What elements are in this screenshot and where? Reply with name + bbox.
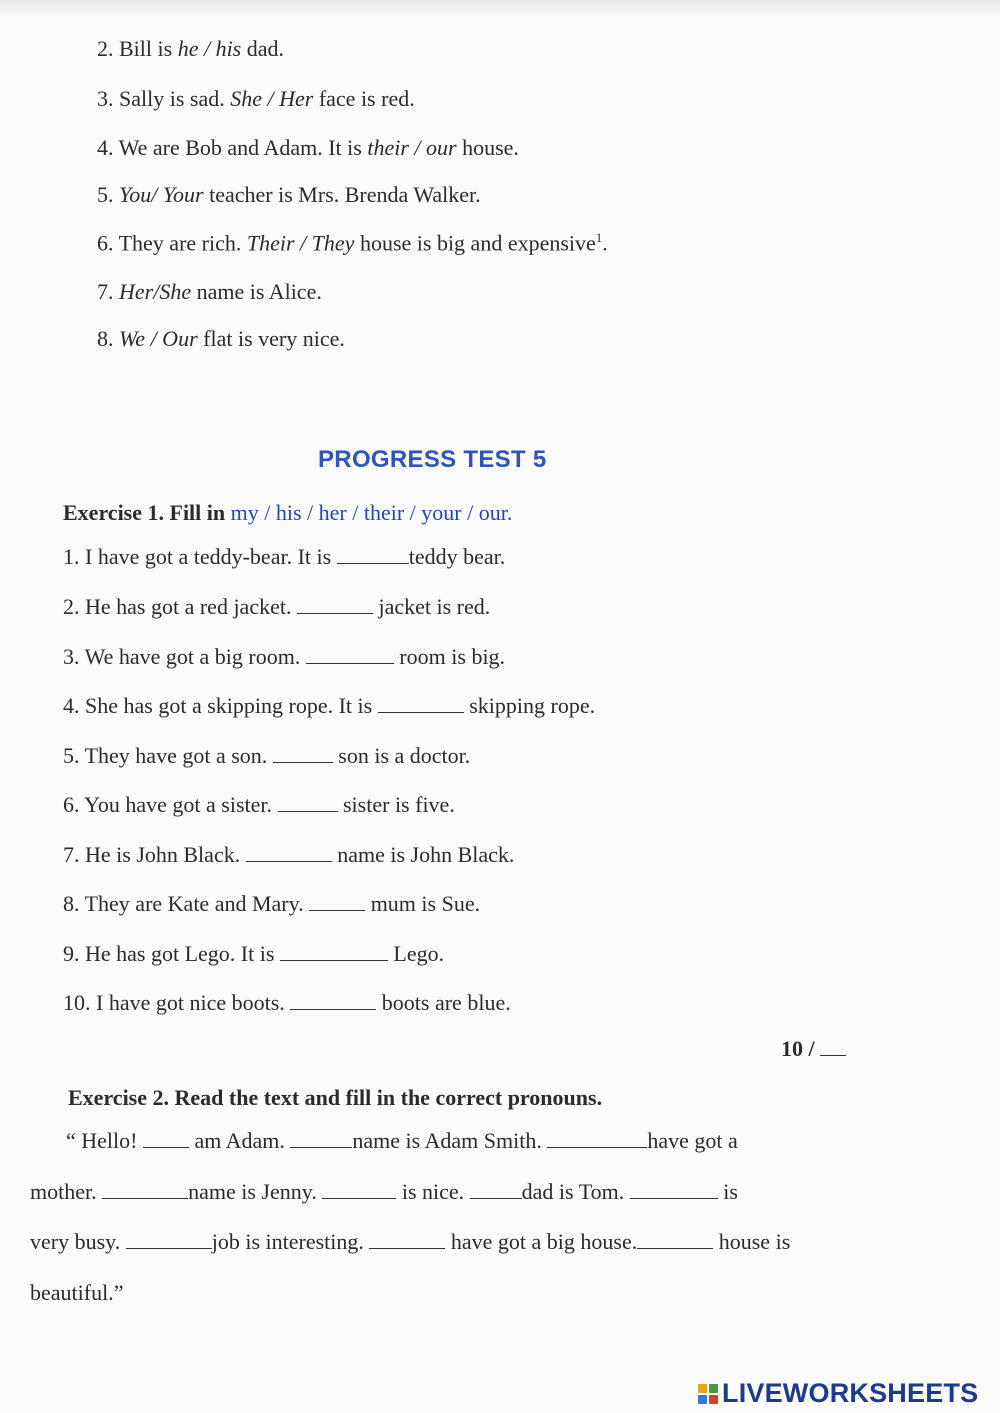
- text-fragment: have got a big house.: [445, 1229, 638, 1254]
- top-item-text: house is big and expensive: [354, 230, 596, 256]
- text-fragment: house is: [713, 1229, 791, 1254]
- text-fragment: is: [717, 1179, 738, 1204]
- answer-blank[interactable]: [470, 1180, 522, 1199]
- answer-blank[interactable]: [290, 1129, 352, 1148]
- exercise1-item: [63, 644, 505, 670]
- top-item-text: 3. Sally is sad.: [97, 86, 231, 111]
- top-item-4: [97, 135, 519, 161]
- pronoun-choice: their / our: [367, 135, 457, 160]
- top-item-text: name is Alice.: [191, 279, 322, 304]
- answer-blank[interactable]: [126, 1230, 212, 1249]
- exercise2-line-2: [30, 1179, 738, 1205]
- exercise1-item: [63, 743, 470, 769]
- exercise1-item: [63, 941, 444, 967]
- item-text: room is big.: [393, 644, 506, 669]
- top-item-text: dad.: [241, 36, 285, 61]
- item-text: boots are blue.: [376, 990, 511, 1015]
- item-text: 10. I have got nice boots.: [63, 990, 291, 1015]
- logo-icon: [698, 1384, 718, 1404]
- page-title: PROGRESS TEST 5: [318, 446, 547, 473]
- exercise1-title: Exercise 1. Fill in: [63, 500, 226, 525]
- pronoun-choice: You/ Your: [119, 182, 204, 207]
- answer-blank[interactable]: [547, 1129, 647, 1148]
- exercise1-item: [63, 594, 490, 620]
- top-item-text: 7.: [97, 279, 119, 304]
- exercise2-line-3: [30, 1229, 790, 1255]
- answer-blank[interactable]: [630, 1180, 718, 1199]
- text-fragment: dad is Tom.: [521, 1179, 630, 1204]
- answer-blank[interactable]: [369, 1230, 445, 1249]
- item-text: Lego.: [387, 941, 445, 966]
- item-text: son is a doctor.: [332, 743, 471, 768]
- pronoun-choice: We / Our: [119, 326, 198, 351]
- top-item-6: [97, 230, 608, 256]
- top-item-text: 4. We are Bob and Adam. It is: [97, 135, 368, 160]
- pronoun-choice: he / his: [177, 36, 242, 61]
- item-text: 7. He is John Black.: [63, 842, 246, 867]
- answer-blank[interactable]: [273, 744, 333, 763]
- item-text: mum is Sue.: [365, 891, 481, 916]
- exercise1-item: [63, 842, 514, 868]
- text-fragment: very busy.: [30, 1229, 126, 1254]
- top-item-text: 8.: [97, 326, 119, 351]
- exercise1-heading: [63, 500, 512, 526]
- text-fragment: “ Hello!: [66, 1128, 143, 1153]
- item-text: 1. I have got a teddy-bear. It is: [63, 544, 337, 569]
- answer-blank[interactable]: [309, 892, 365, 911]
- item-text: skipping rope.: [463, 693, 596, 718]
- answer-blank[interactable]: [143, 1129, 189, 1148]
- answer-blank[interactable]: [297, 595, 373, 614]
- item-text: 4. She has got a skipping rope. It is: [63, 693, 378, 718]
- exercise1-item: [63, 990, 511, 1016]
- pronoun-choice: She / Her: [230, 86, 314, 111]
- text-fragment: job is interesting.: [211, 1229, 370, 1254]
- exercise1-item: [63, 544, 505, 570]
- exercise2-line-1: [66, 1128, 738, 1154]
- top-item-text: .: [602, 230, 608, 256]
- item-text: name is John Black.: [331, 842, 515, 867]
- top-item-text: house.: [456, 135, 519, 160]
- answer-blank[interactable]: [280, 942, 388, 961]
- score-box: [781, 1036, 846, 1062]
- exercise1-item: [63, 891, 480, 917]
- text-fragment: mother.: [30, 1179, 103, 1204]
- logo-text: LIVEWORKSHEETS: [722, 1378, 979, 1408]
- top-item-5: [97, 182, 481, 208]
- pronoun-choice: Their / They: [246, 230, 355, 256]
- footnote-marker: 1: [595, 230, 603, 245]
- top-item-3: [97, 86, 415, 112]
- text-fragment: name is Jenny.: [188, 1179, 323, 1204]
- text-fragment: name is Adam Smith.: [352, 1128, 548, 1153]
- item-text: teddy bear.: [408, 544, 506, 569]
- item-text: 2. He has got a red jacket.: [63, 594, 297, 619]
- score-blank[interactable]: [820, 1039, 846, 1056]
- scan-shadow: [0, 0, 1000, 20]
- exercise2-heading: Exercise 2. Read the text and fill in the correct pronouns.: [68, 1085, 603, 1110]
- top-item-text: 2. Bill is: [97, 36, 178, 61]
- text-fragment: beautiful.”: [30, 1280, 124, 1305]
- top-item-text: face is red.: [313, 86, 415, 111]
- item-text: 6. You have got a sister.: [63, 792, 278, 817]
- pronoun-choice: Her/She: [119, 279, 192, 304]
- item-text: 8. They are Kate and Mary.: [63, 891, 310, 916]
- answer-blank[interactable]: [306, 645, 394, 664]
- answer-blank[interactable]: [637, 1230, 713, 1249]
- exercise1-item: [63, 792, 455, 818]
- exercise1-item: [63, 693, 595, 719]
- exercise1-options: my / his / her / their / your / our.: [230, 500, 513, 525]
- answer-blank[interactable]: [337, 545, 409, 564]
- text-fragment: have got a: [647, 1128, 738, 1153]
- text-fragment: am Adam.: [188, 1128, 291, 1153]
- top-item-8: [97, 326, 345, 352]
- item-text: sister is five.: [337, 792, 455, 817]
- score-label: 10 /: [781, 1036, 815, 1061]
- liveworksheets-logo: [698, 1378, 978, 1409]
- item-text: 5. They have got a son.: [63, 743, 273, 768]
- answer-blank[interactable]: [102, 1180, 188, 1199]
- answer-blank[interactable]: [322, 1180, 396, 1199]
- top-item-7: [97, 279, 322, 305]
- answer-blank[interactable]: [246, 843, 332, 862]
- top-item-text: teacher is Mrs. Brenda Walker.: [203, 182, 481, 207]
- item-text: 3. We have got a big room.: [63, 644, 306, 669]
- top-item-text: flat is very nice.: [197, 326, 345, 351]
- top-item-text: 6. They are rich.: [97, 230, 247, 256]
- top-item-text: 5.: [97, 182, 119, 207]
- exercise2-line-4: [30, 1280, 123, 1306]
- item-text: jacket is red.: [372, 594, 491, 619]
- item-text: 9. He has got Lego. It is: [63, 941, 280, 966]
- text-fragment: is nice.: [396, 1179, 470, 1204]
- answer-blank[interactable]: [378, 694, 464, 713]
- answer-blank[interactable]: [278, 793, 338, 812]
- top-item-2: [97, 36, 284, 62]
- answer-blank[interactable]: [290, 991, 376, 1010]
